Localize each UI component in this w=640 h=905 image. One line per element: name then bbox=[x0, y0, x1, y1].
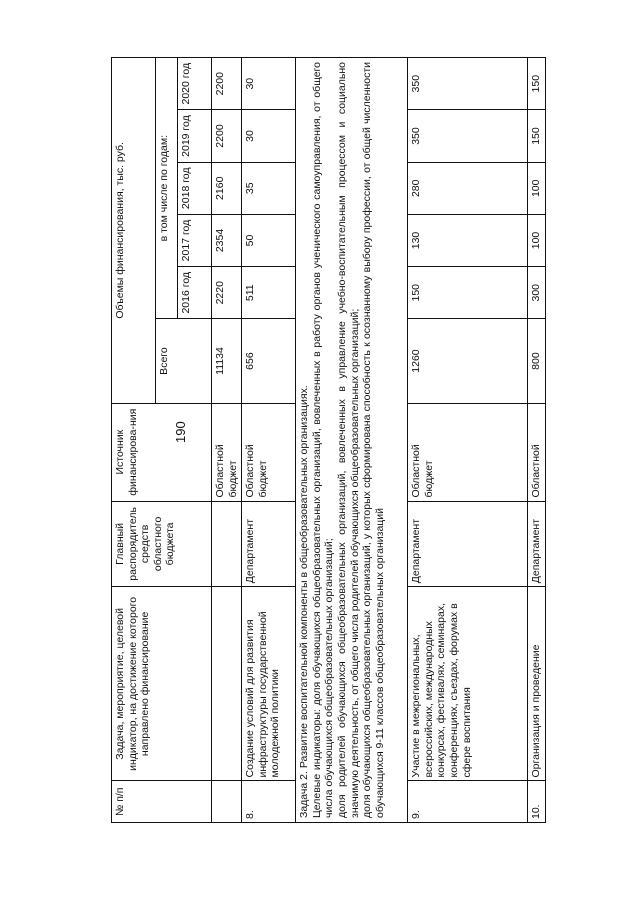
page-number: 190 bbox=[173, 421, 188, 443]
header-by-years: в том числе по годам: bbox=[156, 58, 178, 319]
row-source: Областной бюджет bbox=[408, 403, 528, 501]
table-row bbox=[242, 58, 296, 823]
row-manager: Департамент bbox=[242, 501, 296, 587]
row-task: Организация и проведение bbox=[528, 587, 546, 781]
row-2019: 150 bbox=[528, 110, 546, 162]
row-num: 9. bbox=[408, 781, 528, 823]
header-volumes: Объемы финансирования, тыс. руб. bbox=[112, 58, 156, 404]
row-2018: 100 bbox=[528, 162, 546, 214]
row-2016: 150 bbox=[408, 267, 528, 319]
row-2018: 2160 bbox=[212, 162, 242, 214]
row-num: 8. bbox=[242, 781, 296, 823]
row-2020: 350 bbox=[408, 58, 528, 110]
header-source: Источник финансирова-ния bbox=[112, 403, 212, 501]
row-source: Областной bbox=[528, 403, 546, 501]
row-2019: 350 bbox=[408, 110, 528, 162]
row-2017: 2354 bbox=[212, 214, 242, 266]
row-2018: 280 bbox=[408, 162, 528, 214]
table-row bbox=[408, 58, 528, 823]
row-manager: Департамент bbox=[408, 501, 528, 587]
task2-title: Задача 2. Развитие воспитательной компоненты в общеобразовательных организациях. bbox=[298, 385, 311, 818]
row-2017: 50 bbox=[242, 214, 296, 266]
row-manager bbox=[212, 501, 242, 587]
task2-profession: доля обучающихся общеобразовательных организаций, у которых сформирована способность к осознанному выбору профессии, от общей численности обучающихся 9-11 классов общеобразовательных организаций bbox=[361, 62, 386, 818]
row-total: 11134 bbox=[212, 319, 242, 403]
row-2020: 2200 bbox=[212, 58, 242, 110]
row-2016: 2220 bbox=[212, 267, 242, 319]
row-task: Участие в межрегиональных, всероссийских, международных конкурсах, фестивалях, семинарах, конференциях, съездах, форумах в сфере воспитания bbox=[408, 587, 528, 781]
row-total: 1260 bbox=[408, 319, 528, 403]
row-2016: 300 bbox=[528, 267, 546, 319]
row-task bbox=[212, 587, 242, 781]
row-2017: 100 bbox=[528, 214, 546, 266]
row-source: Областной бюджет bbox=[242, 403, 296, 501]
header-manager: Главный распорядитель средств областного бюджета bbox=[112, 501, 212, 587]
task2-row bbox=[296, 58, 408, 823]
row-2019: 30 bbox=[242, 110, 296, 162]
header-year: 2019 год bbox=[178, 110, 212, 162]
header-num: № п/п bbox=[112, 781, 212, 823]
row-2020: 150 bbox=[528, 58, 546, 110]
row-num: 10. bbox=[528, 781, 546, 823]
row-total: 656 bbox=[242, 319, 296, 403]
row-2016: 511 bbox=[242, 267, 296, 319]
row-task: Создание условий для развития инфраструктуры государственной молодежной политики bbox=[242, 587, 296, 781]
row-2019: 2200 bbox=[212, 110, 242, 162]
header-year: 2018 год bbox=[178, 162, 212, 214]
header-task: Задача, мероприятие, целевой индикатор, на достижение которого направлено финансирование bbox=[112, 587, 212, 781]
header-total: Всего bbox=[156, 319, 212, 403]
row-num bbox=[212, 781, 242, 823]
table-row bbox=[212, 58, 242, 823]
row-total: 800 bbox=[528, 319, 546, 403]
row-source: Областной бюджет bbox=[212, 403, 242, 501]
task2-parents: доля родителей обучающихся общеобразовательных организаций, вовлеченных в управление учебно-воспитательным процессом и социально значимую деятельность, от общего числа родителей обучающихся общеобразовательных организаций; bbox=[335, 62, 361, 818]
financing-table bbox=[111, 57, 546, 823]
header-year: 2020 год bbox=[178, 58, 212, 110]
header-year: 2017 год bbox=[178, 214, 212, 266]
task2-block bbox=[296, 58, 408, 823]
row-2018: 35 bbox=[242, 162, 296, 214]
header-row-1 bbox=[112, 58, 156, 823]
table-row bbox=[528, 58, 546, 823]
header-year: 2016 год bbox=[178, 267, 212, 319]
rotated-table-page bbox=[111, 57, 543, 823]
row-2020: 30 bbox=[242, 58, 296, 110]
row-manager: Департамент bbox=[528, 501, 546, 587]
row-2017: 130 bbox=[408, 214, 528, 266]
task2-indicators: Целевые индикаторы: доля обучающихся общеобразовательных организаций, вовлеченных в работу органов ученического самоуправления, от общего числа обучающихся общеобразовательных организаций; bbox=[310, 62, 336, 818]
